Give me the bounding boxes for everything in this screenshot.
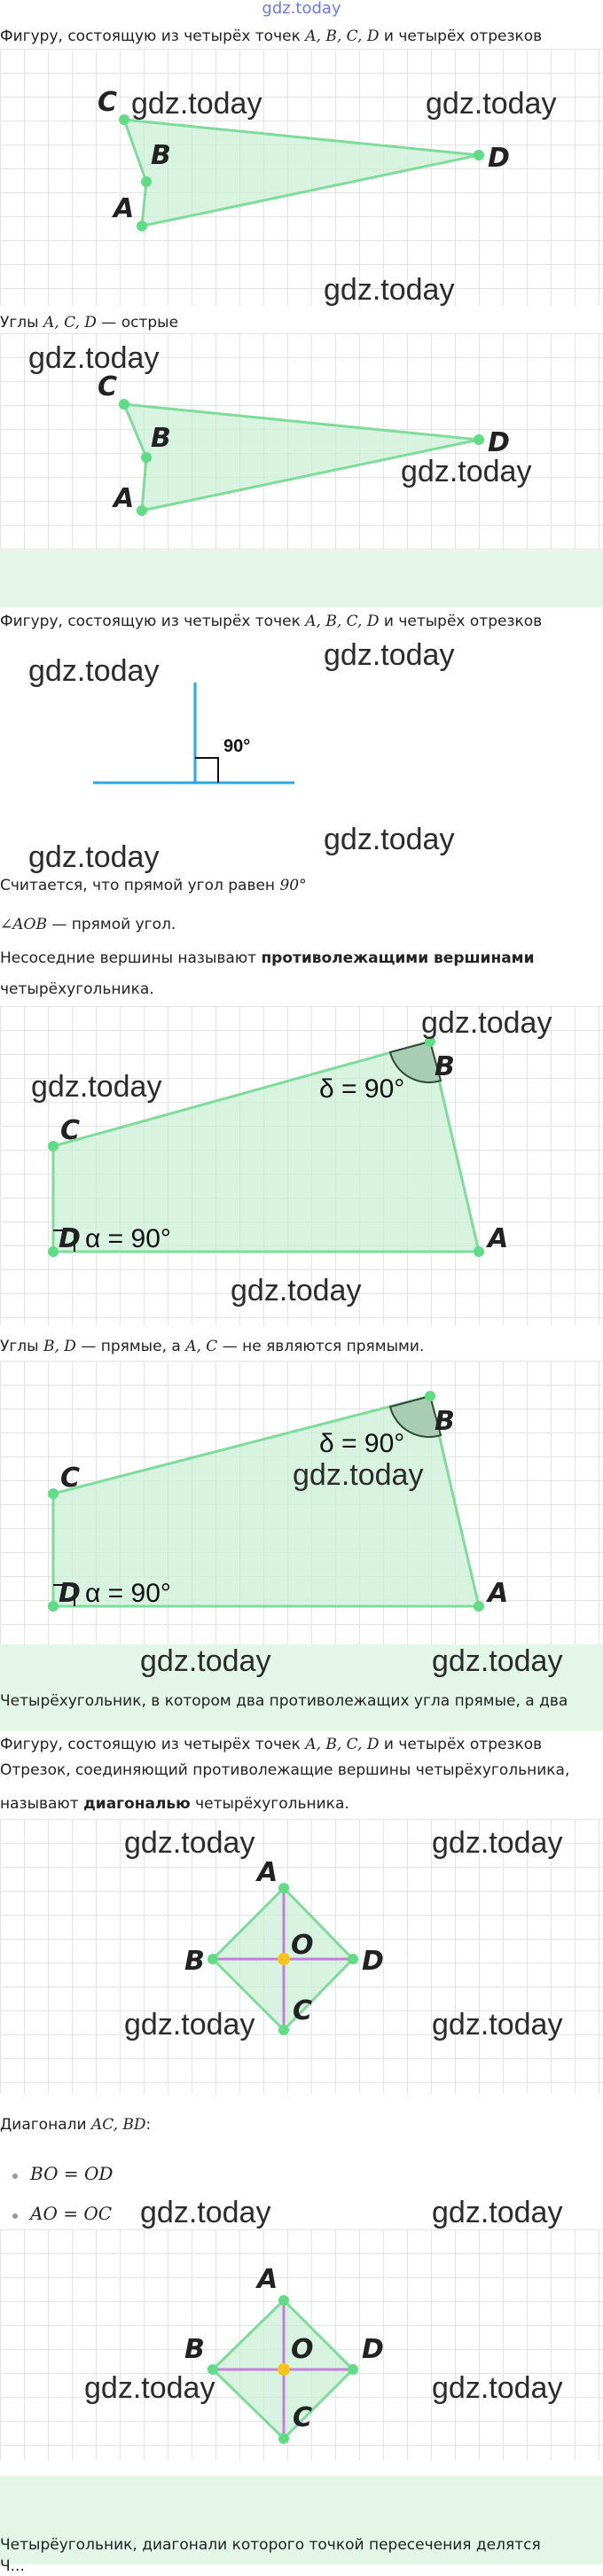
quad4-label: A xyxy=(488,1578,509,1609)
rhombus1-center-point xyxy=(278,1953,290,1965)
quad1-point xyxy=(119,114,129,125)
quad4-delta: δ = 90° xyxy=(319,1429,405,1458)
watermark: gdz.today xyxy=(432,2371,563,2405)
watermark: gdz.today xyxy=(140,2196,271,2229)
watermark: gdz.today xyxy=(432,1826,563,1860)
rhombus1-point xyxy=(208,1954,218,1964)
band-partial-text: Ч... xyxy=(0,2557,25,2575)
quad3-delta: δ = 90° xyxy=(319,1074,405,1104)
rhombus2-label: O xyxy=(291,2334,314,2365)
rhombus2-center-point xyxy=(278,2363,290,2376)
rhombus1-point xyxy=(348,1954,358,1964)
bullet-dot xyxy=(12,2213,18,2219)
quad1-label: B xyxy=(151,140,171,171)
quad3-label: D xyxy=(59,1223,81,1254)
opposite-vertices-text: Несоседние вершины называют противолежащими вершинами xyxy=(0,949,535,967)
quad1-shape xyxy=(124,120,479,226)
quad2-point xyxy=(137,505,147,516)
quad4-figure xyxy=(0,1361,603,1644)
quad4-label: D xyxy=(59,1578,81,1609)
rhombus2-point xyxy=(278,2433,289,2444)
band-quad-text: Четырёхугольник, в котором два противолежащих угла прямые, а два xyxy=(0,1692,568,1710)
watermark: gdz.today xyxy=(432,2008,563,2041)
quad3-point xyxy=(48,1141,59,1151)
watermark: gdz.today xyxy=(131,87,262,121)
right-angles-text: Углы B, D — прямые, а A, C — не являются прямыми. xyxy=(0,1338,425,1355)
figure-definition-text: Фигуру, состоящую из четырёх точек A, B, C, D и четырёх отрезков xyxy=(0,27,543,45)
quad1-point xyxy=(137,221,147,231)
watermark: gdz.today xyxy=(84,2371,215,2405)
quad2-point xyxy=(474,434,484,445)
quad3-point xyxy=(48,1246,59,1257)
opposite-vertices-text-2: четырёхугольника. xyxy=(0,980,154,998)
quad4-point xyxy=(425,1391,435,1401)
rhombus1-label: B xyxy=(184,1946,205,1977)
quad3-label: B xyxy=(435,1051,455,1082)
rhombus1-label: D xyxy=(362,1946,384,1977)
quad2-label: D xyxy=(488,427,510,458)
watermark: gdz.today xyxy=(293,1458,424,1492)
band-bottom-text: Четырёугольник, диагонали которого точкой пересечения делятся xyxy=(0,2536,541,2554)
right-angle-label: 90° xyxy=(223,737,251,756)
rhombus2-figure xyxy=(0,2229,603,2460)
quad4-point xyxy=(48,1601,59,1612)
watermark: gdz.today xyxy=(421,1006,552,1040)
rhombus1-point xyxy=(278,2025,289,2035)
watermark: gdz.today xyxy=(426,87,557,121)
quad3-label: A xyxy=(488,1223,509,1254)
quad4-point xyxy=(474,1601,484,1612)
watermark: gdz.today xyxy=(124,1826,255,1860)
watermark: gdz.today xyxy=(432,1644,563,1678)
watermark: gdz.today xyxy=(432,2196,563,2229)
quad2-label: B xyxy=(151,423,171,454)
bullet-item: AO = OC xyxy=(12,2203,112,2224)
rhombus1-point xyxy=(278,1883,289,1893)
quad4-point xyxy=(48,1488,59,1499)
watermark: gdz.today xyxy=(31,1070,162,1104)
rhombus1-label: A xyxy=(257,1857,278,1888)
diagonal-definition-text: Отрезок, соединяющий противолежащие вершины четырёхугольника, xyxy=(0,1761,570,1779)
watermark: gdz.today xyxy=(124,2008,255,2041)
watermark: gdz.today xyxy=(231,1274,362,1308)
rhombus2-label: C xyxy=(293,2402,313,2433)
rhombus2-point xyxy=(348,2364,358,2375)
rhombus1-label: C xyxy=(293,1995,313,2026)
watermark: gdz.today xyxy=(28,341,160,375)
quad1-point xyxy=(141,176,152,187)
quad1-label: A xyxy=(114,193,135,224)
quad2-label: A xyxy=(114,483,135,514)
quad2-point xyxy=(119,399,129,410)
right-angle-marker xyxy=(195,758,218,783)
quad3-point xyxy=(474,1246,484,1257)
diagonal-definition-text-2: называют диагональю четырёхугольника. xyxy=(0,1795,349,1813)
rhombus2-label: A xyxy=(257,2264,278,2295)
rhombus1-label: O xyxy=(291,1930,314,1961)
quad1-label: C xyxy=(98,87,118,118)
quad4-alpha: α = 90° xyxy=(85,1579,171,1608)
watermark: gdz.today xyxy=(28,654,160,688)
aob-text: ∠AOB — прямой угол. xyxy=(0,916,176,933)
figure-definition-text: Фигуру, состоящую из четырёх точек A, B, C, D и четырёх отрезков xyxy=(0,613,543,630)
rhombus2-point xyxy=(278,2295,289,2306)
quad1-label: D xyxy=(488,143,510,174)
diagonals-text: Диагонали AC, BD: xyxy=(0,2116,152,2134)
watermark: gdz.today xyxy=(140,1644,271,1678)
bullet-dot xyxy=(12,2174,18,2179)
header-site-name[interactable]: gdz.today xyxy=(262,0,341,18)
quad1-point xyxy=(474,150,484,160)
figure-definition-text: Фигуру, состоящую из четырёх точек A, B, C, D и четырёх отрезков xyxy=(0,1736,543,1753)
quad2-label: C xyxy=(98,371,118,402)
quad4-label: C xyxy=(60,1463,81,1494)
watermark: gdz.today xyxy=(28,840,160,874)
highlight-band xyxy=(0,550,603,607)
quad3-label: C xyxy=(60,1115,81,1146)
watermark: gdz.today xyxy=(324,273,455,307)
quad3-alpha: α = 90° xyxy=(85,1224,171,1253)
quad4-label: B xyxy=(435,1406,455,1437)
right-angle-definition-text: Считается, что прямой угол равен 90° xyxy=(0,877,307,894)
rhombus2-label: B xyxy=(184,2334,205,2365)
rhombus2-label: D xyxy=(362,2334,384,2365)
acute-angles-text: Углы A, C, D — острые xyxy=(0,314,179,332)
watermark: gdz.today xyxy=(324,638,455,672)
watermark: gdz.today xyxy=(401,455,532,488)
watermark: gdz.today xyxy=(324,823,455,856)
bullet-item: BO = OD xyxy=(12,2163,113,2184)
